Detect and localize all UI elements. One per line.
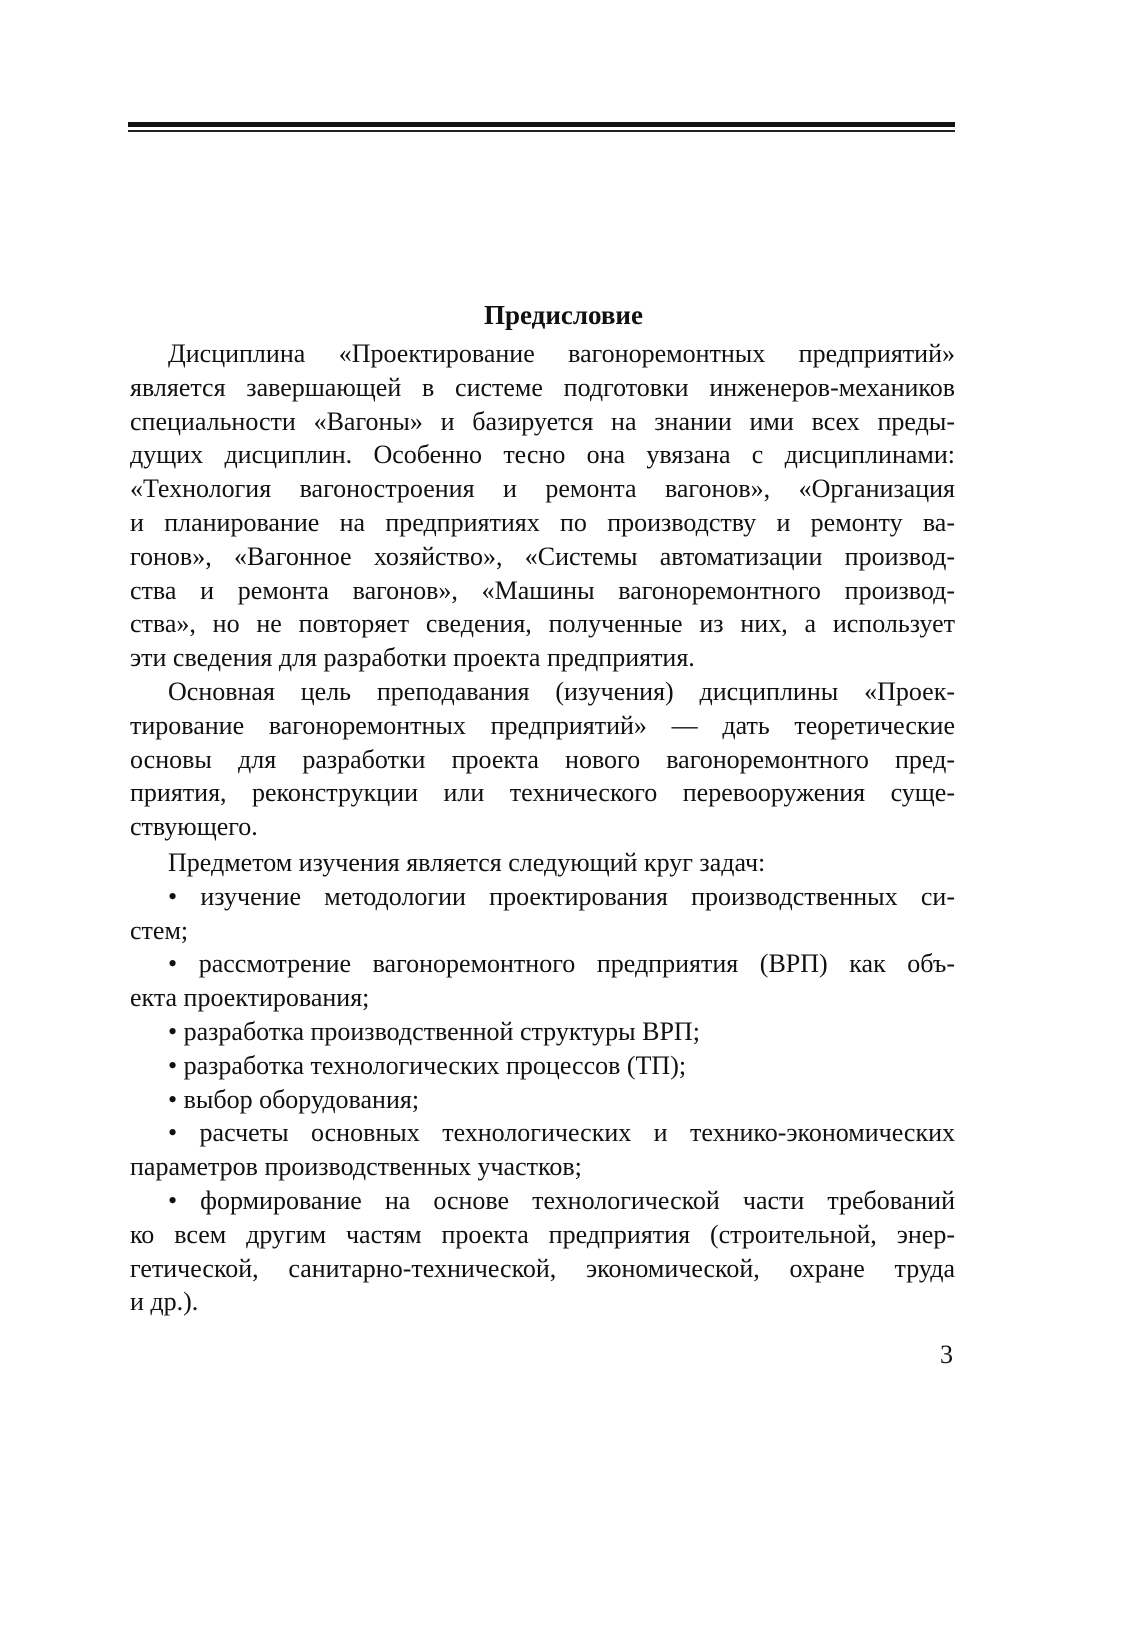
text-line: основы для разработки проекта нового вагоноремонтного пред- bbox=[130, 744, 955, 774]
text-line: • разработка технологических процессов (ТП); bbox=[168, 1050, 687, 1080]
header-rule-thick bbox=[128, 122, 955, 127]
text-line: ства», но не повторяет сведения, полученные из них, а использует bbox=[130, 609, 955, 639]
text-line: эти сведения для разработки проекта предприятия. bbox=[130, 643, 695, 673]
paragraph bbox=[130, 846, 955, 880]
paragraph bbox=[130, 1049, 955, 1083]
text-line: • разработка производственной структуры ВРП; bbox=[168, 1016, 700, 1046]
text-line: • формирование на основе технологической части требований bbox=[168, 1185, 955, 1215]
text-line: тирование вагоноремонтных предприятий» — дать теоретические bbox=[130, 710, 955, 740]
text-line: ствующего. bbox=[130, 812, 258, 842]
text-line: ко всем другим частям проекта предприятия (строительной, энер- bbox=[130, 1219, 955, 1249]
paragraph bbox=[130, 675, 955, 844]
text-line: гонов», «Вагонное хозяйство», «Системы автоматизации производ- bbox=[130, 541, 955, 571]
text-line: ства и ремонта вагонов», «Машины вагоноремонтного производ- bbox=[130, 575, 955, 605]
text-line: параметров производственных участков; bbox=[130, 1152, 582, 1182]
text-line: екта проектирования; bbox=[130, 983, 370, 1013]
paragraph bbox=[130, 1083, 955, 1117]
page-number: 3 bbox=[940, 1340, 953, 1369]
text-line: Дисциплина «Проектирование вагоноремонтных предприятий» bbox=[168, 339, 955, 368]
paragraph bbox=[130, 947, 955, 1015]
paragraph bbox=[130, 1015, 955, 1049]
text-line: специальности «Вагоны» и базируется на знании ими всех преды- bbox=[130, 406, 955, 436]
text-line: • изучение методологии проектирования производственных си- bbox=[168, 881, 955, 911]
text-line: гетической, санитарно-технической, экономической, охране труда bbox=[130, 1253, 955, 1283]
text-line: Основная цель преподавания (изучения) дисциплины «Проек- bbox=[168, 676, 955, 706]
text-line: приятия, реконструкции или технического перевооружения суще- bbox=[130, 778, 955, 808]
text-line: является завершающей в системе подготовки инженеров-механиков bbox=[130, 372, 955, 402]
header-rule-thin bbox=[128, 130, 955, 132]
text-line: Предметом изучения является следующий круг задач: bbox=[168, 847, 766, 877]
paragraph bbox=[130, 337, 955, 675]
text-line: и планирование на предприятиях по производству и ремонту ва- bbox=[130, 507, 955, 537]
paragraph bbox=[130, 1116, 955, 1184]
text-line: стем; bbox=[130, 915, 189, 945]
text-line: • выбор оборудования; bbox=[168, 1084, 420, 1114]
document-body bbox=[130, 337, 955, 1319]
text-line: дущих дисциплин. Особенно тесно она увязана с дисциплинами: bbox=[130, 440, 955, 470]
text-line: • расчеты основных технологических и технико-экономических bbox=[168, 1118, 955, 1148]
text-line: и др.). bbox=[130, 1287, 199, 1317]
text-line: «Технология вагоностроения и ремонта вагонов», «Организация bbox=[130, 474, 955, 504]
text-line: • рассмотрение вагоноремонтного предприятия (ВРП) как объ- bbox=[168, 949, 955, 979]
page-title: Предисловие bbox=[484, 300, 643, 330]
paragraph bbox=[130, 1184, 955, 1319]
paragraph bbox=[130, 880, 955, 948]
